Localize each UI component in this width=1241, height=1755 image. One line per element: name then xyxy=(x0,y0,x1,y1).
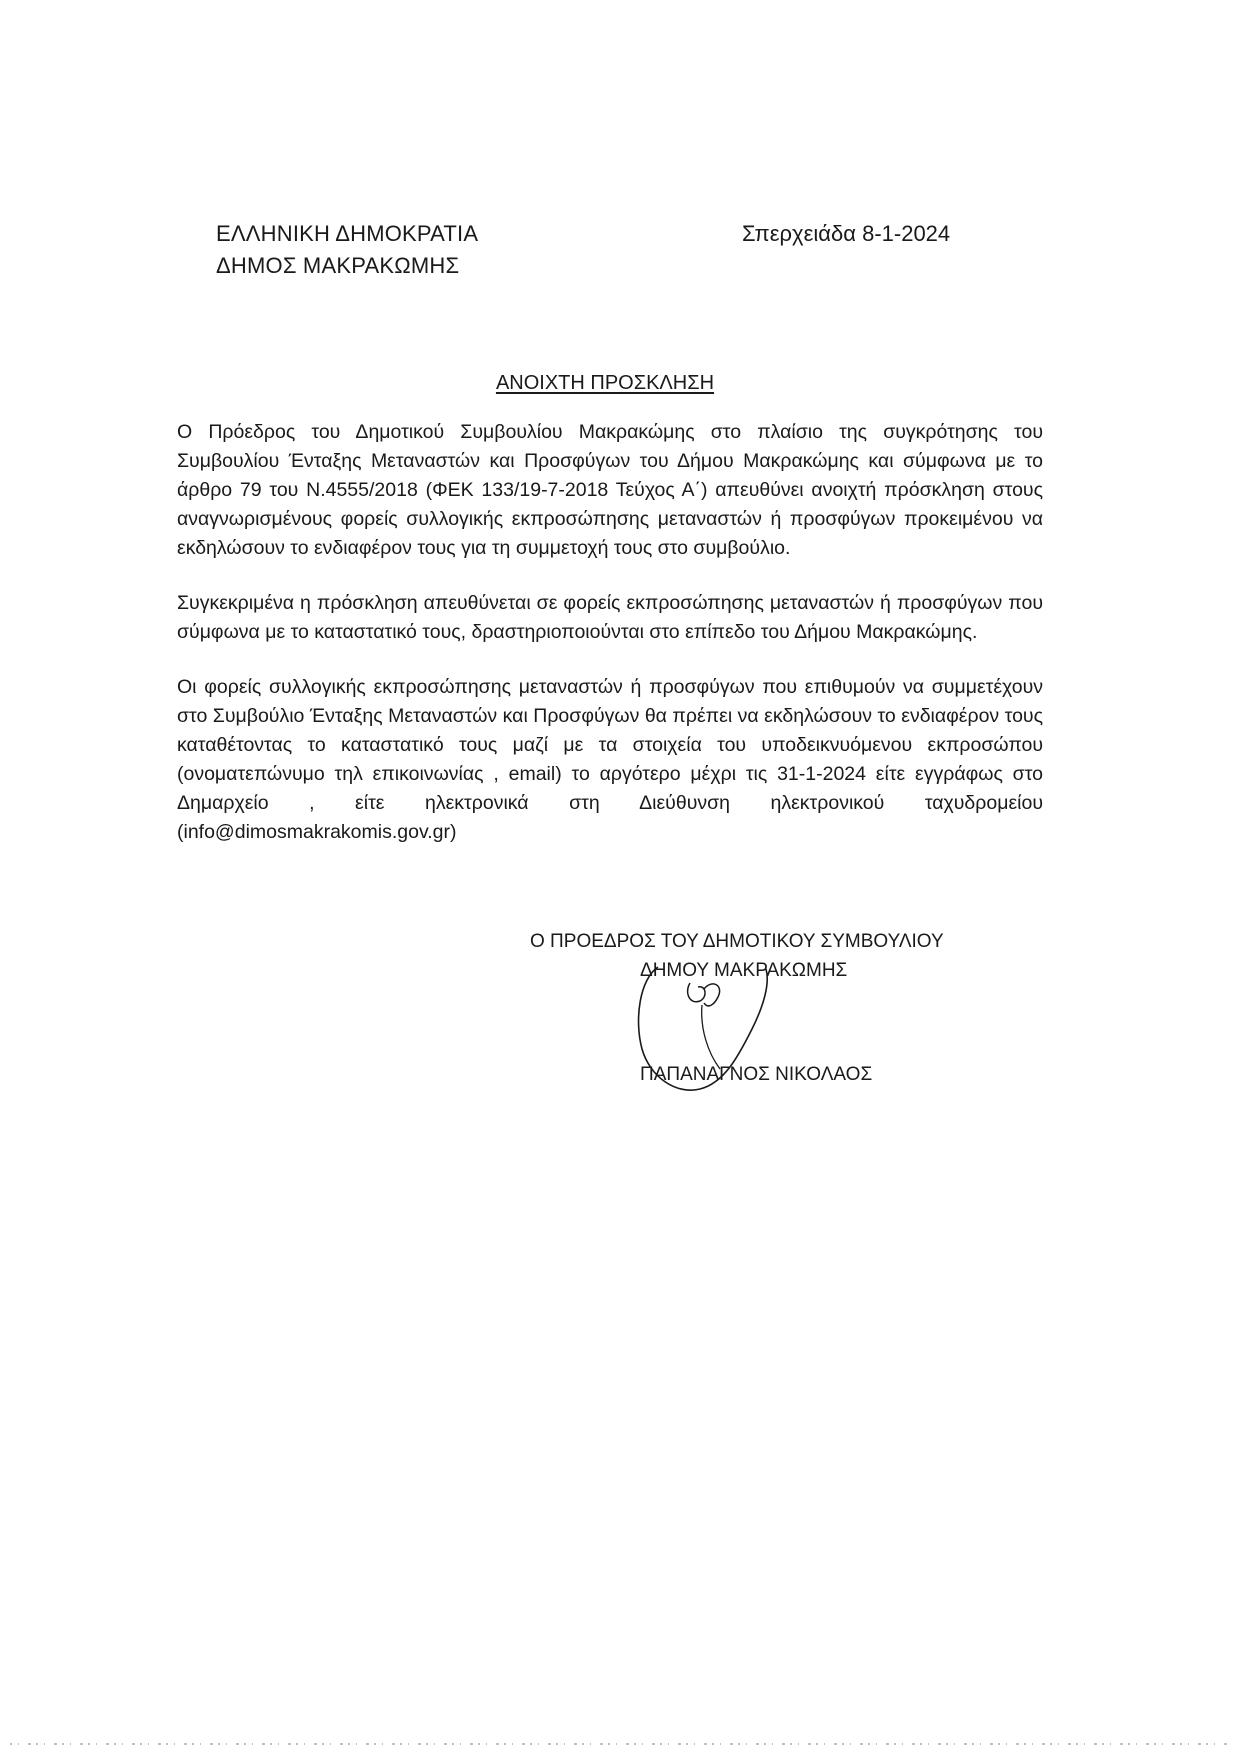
republic-line: ΕΛΛΗΝΙΚΗ ΔΗΜΟΚΡΑΤΙΑ xyxy=(216,221,479,246)
scan-artifact-dots xyxy=(0,1740,1241,1748)
place-date: Σπερχειάδα 8-1-2024 xyxy=(742,221,951,246)
paragraph-1: Ο Πρόεδρος του Δημοτικού Συμβουλίου Μακρακώμης στο πλαίσιο της συγκρότησης του Συμβουλίου Ένταξης Μεταναστών και Προσφύγων του Δήμου Μακρακώμης και σύμφωνα με το άρθρο 79 του Ν.4555/2018 (ΦΕΚ 133/19-7-2018 Τεύχος Α΄) απευθύνει ανοιχτή πρόσκληση στους αναγνωρισμένους φορείς συλλογικής εκπροσώπησης μεταναστών ή προσφύγων προκειμένου να εκδηλώσουν το ενδιαφέρον τους για τη συμμετοχή τους στο συμβούλιο. xyxy=(177,421,1043,559)
signatory-title: Ο ΠΡΟΕΔΡΟΣ ΤΟΥ ΔΗΜΟΤΙΚΟΥ ΣΥΜΒΟΥΛΙΟΥ xyxy=(530,931,944,952)
issuer-header xyxy=(216,218,478,282)
signature-block xyxy=(530,927,950,1085)
municipality-line: ΔΗΜΟΣ ΜΑΚΡΑΚΩΜΗΣ xyxy=(216,253,460,278)
handwritten-signature xyxy=(620,949,790,1099)
paragraph-3: Οι φορείς συλλογικής εκπροσώπησης μεταναστών ή προσφύγων που επιθυμούν να συμμετέχουν στο Συμβούλιο Ένταξης Μεταναστών και Προσφύγων θα πρέπει να εκδηλώσουν το ενδιαφέρον τους καταθέτοντας το καταστατικό τους μαζί με τα στοιχεία του υποδεικνυόμενου εκπροσώπου (ονοματεπώνυμο τηλ επικοινωνίας , email) το αργότερο μέχρι τις 31-1-2024 είτε εγγράφως στο Δημαρχείο , είτε ηλεκτρονικά στη Διεύθυνση ηλεκτρονικού ταχυδρομείου (info@dimosmakrakomis.gov.gr) xyxy=(177,676,1043,843)
signatory-municipality: ΔΗΜΟΥ ΜΑΚΡΑΚΩΜΗΣ xyxy=(640,960,848,981)
document-body xyxy=(177,418,1043,873)
signatory-name: ΠΑΠΑΝΑΓΝΟΣ ΝΙΚΟΛΑΟΣ xyxy=(640,1064,873,1085)
paragraph-2: Συγκεκριμένα η πρόσκληση απευθύνεται σε φορείς εκπροσώπησης μεταναστών ή προσφύγων που σύμφωνα με το καταστατικό τους, δραστηριοποιούνται στο επίπεδο του Δήμου Μακρακώμης. xyxy=(177,592,1043,643)
document-title: ΑΝΟΙΧΤΗ ΠΡΟΣΚΛΗΣΗ xyxy=(495,372,715,394)
